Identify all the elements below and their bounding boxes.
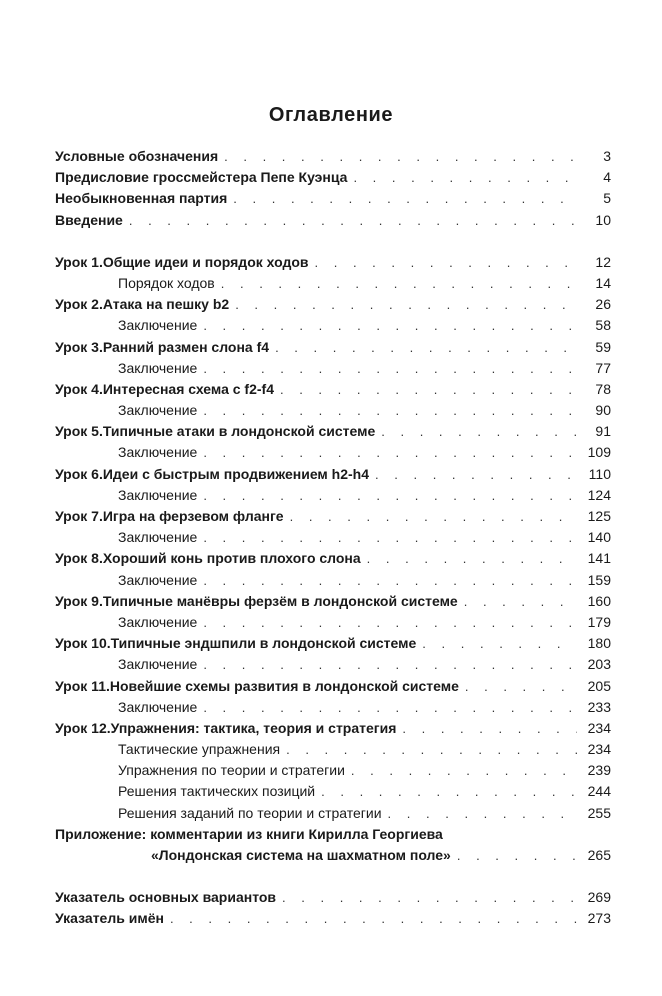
dot-leader [170, 908, 577, 929]
toc-page-number: 78 [595, 380, 611, 397]
toc-subentry[interactable] [55, 442, 611, 463]
toc-subentry[interactable] [55, 739, 611, 760]
toc-page-number: 4 [603, 169, 611, 186]
toc-lesson-1[interactable] [55, 252, 611, 273]
subentry-title: Заключение [118, 571, 198, 588]
toc-lesson-11[interactable] [55, 676, 611, 697]
dot-leader [280, 379, 577, 400]
dot-leader [224, 146, 577, 167]
toc-subentry[interactable] [55, 697, 611, 718]
dot-leader [203, 442, 577, 463]
toc-entry-front-4[interactable] [55, 210, 611, 231]
lesson-label: Урок 5. [55, 423, 103, 440]
dot-leader [290, 506, 577, 527]
lesson-title: Идеи с быстрым продвижением h2-h4 [102, 465, 370, 482]
lesson-label: Урок 6. [55, 465, 103, 482]
toc-page-number: 14 [595, 274, 611, 291]
toc-page-number: 244 [587, 783, 611, 800]
toc-page-number: 141 [587, 550, 611, 567]
lesson-title: Типичные атаки в лондонской системе [102, 423, 376, 440]
toc-subentry[interactable] [55, 570, 611, 591]
toc-entry-front-3[interactable] [55, 188, 611, 209]
toc-page-number: 203 [587, 656, 611, 673]
toc-subentry[interactable] [55, 485, 611, 506]
dot-leader [353, 167, 577, 188]
toc-subentry[interactable] [55, 803, 611, 824]
toc-subentry[interactable] [55, 527, 611, 548]
toc-page-number: 255 [587, 804, 611, 821]
dot-leader [402, 718, 577, 739]
lesson-title: Типичные эндшпили в лондонской системе [110, 635, 417, 652]
lesson-label: Урок 1. [55, 253, 103, 270]
dot-leader [203, 527, 577, 548]
dot-leader [286, 739, 577, 760]
toc-index-variations[interactable] [55, 887, 611, 908]
dot-leader [457, 845, 577, 866]
toc-page-number: 26 [595, 296, 611, 313]
subentry-title: Заключение [118, 359, 198, 376]
toc-subentry[interactable] [55, 315, 611, 336]
toc-page-number: 109 [587, 444, 611, 461]
lesson-title: Новейшие схемы развития в лондонской системе [109, 677, 459, 694]
toc-entry-front-1[interactable] [55, 146, 611, 167]
dot-leader [388, 803, 577, 824]
toc-subentry[interactable] [55, 358, 611, 379]
toc-lesson-12[interactable] [55, 718, 611, 739]
lesson-title: Упражнения: тактика, теория и стратегия [110, 719, 397, 736]
dot-leader [282, 887, 577, 908]
toc-appendix-cont[interactable] [55, 845, 611, 866]
toc-lesson-6[interactable] [55, 464, 611, 485]
lesson-title: Общие идеи и порядок ходов [102, 253, 309, 270]
page-title: Оглавление [268, 104, 394, 126]
dot-leader [203, 315, 577, 336]
toc-page-number: 10 [595, 211, 611, 228]
appendix-title-line2: «Лондонская система на шахматном поле» [151, 847, 451, 863]
subentry-title: Упражнения по теории и стратегии [118, 762, 345, 779]
dot-leader [203, 400, 577, 421]
lesson-label: Урок 12. [55, 719, 111, 736]
dot-leader [381, 421, 577, 442]
toc-page-number: 77 [595, 359, 611, 376]
lesson-label: Урок 10. [55, 635, 111, 652]
dot-leader [367, 548, 577, 569]
toc-page-number: 5 [603, 190, 611, 207]
lesson-title: Хороший конь против плохого слона [102, 550, 361, 567]
toc-page-number: 91 [595, 423, 611, 440]
lesson-label: Урок 11. [55, 677, 110, 694]
subentry-title: Заключение [118, 613, 198, 630]
dot-leader [275, 337, 577, 358]
toc-page-number: 269 [587, 889, 611, 906]
toc-entry-title: Указатель основных вариантов [55, 889, 277, 906]
toc-page-number: 239 [587, 762, 611, 779]
toc-page-number: 12 [595, 253, 611, 270]
dot-leader [233, 188, 577, 209]
toc-page-number: 234 [587, 719, 611, 736]
toc-lesson-5[interactable] [55, 421, 611, 442]
dot-leader [465, 676, 577, 697]
toc-page-number: 180 [587, 635, 611, 652]
toc-lesson-2[interactable] [55, 294, 611, 315]
subentry-title: Заключение [118, 529, 198, 546]
toc-page-number: 58 [595, 317, 611, 334]
dot-leader [203, 570, 577, 591]
toc-page-number: 110 [588, 465, 611, 482]
subentry-title: Порядок ходов [118, 274, 215, 291]
subentry-title: Заключение [118, 317, 198, 334]
toc-lesson-7[interactable] [55, 506, 611, 527]
appendix-title-line1: Приложение: комментарии из книги Кирилла Георгиева [55, 825, 443, 842]
dot-leader [203, 697, 577, 718]
toc-page-number: 90 [595, 402, 611, 419]
toc-subentry[interactable] [55, 612, 611, 633]
toc-entry-front-2[interactable] [55, 167, 611, 188]
subentry-title: Решения заданий по теории и стратегии [118, 804, 382, 821]
toc-entry-title: Условные обозначения [55, 148, 219, 164]
lesson-title: Ранний размен слона f4 [102, 338, 270, 355]
dot-leader [464, 591, 577, 612]
toc-page-number: 234 [587, 741, 611, 758]
subentry-title: Заключение [118, 656, 198, 673]
dot-leader [422, 633, 577, 654]
toc-page-number: 124 [587, 486, 611, 503]
toc-lesson-8[interactable] [55, 548, 611, 569]
toc-entry-title: Введение [55, 211, 123, 228]
toc-page-number: 125 [587, 508, 611, 524]
lesson-label: Урок 4. [55, 380, 103, 397]
toc-page-number: 205 [587, 677, 611, 694]
toc-entry-title: Указатель имён [55, 910, 164, 927]
dot-leader [351, 760, 577, 781]
dot-leader [321, 781, 577, 802]
toc-lesson-4[interactable] [55, 379, 611, 400]
lesson-label: Урок 7. [55, 508, 103, 524]
toc-entry-title: Необыкновенная партия [55, 190, 228, 207]
toc-page-number: 159 [587, 571, 611, 588]
dot-leader [203, 485, 577, 506]
toc-lesson-10[interactable] [55, 633, 611, 654]
toc-subentry[interactable] [55, 654, 611, 675]
toc-subentry[interactable] [55, 273, 611, 294]
toc-index-names[interactable] [55, 908, 611, 929]
dot-leader [375, 464, 577, 485]
toc-lesson-3[interactable] [55, 337, 611, 358]
toc-subentry[interactable] [55, 760, 611, 781]
lesson-label: Урок 2. [55, 296, 103, 313]
toc-page-number: 179 [587, 613, 611, 630]
toc-page-number: 3 [603, 148, 611, 164]
dot-leader [315, 252, 578, 273]
subentry-title: Заключение [118, 698, 198, 715]
lesson-label: Урок 3. [55, 338, 103, 355]
toc-entry-title: Предисловие гроссмейстера Пепе Куэнца [55, 169, 348, 186]
dot-leader [203, 358, 577, 379]
toc-appendix[interactable] [55, 824, 611, 845]
subentry-title: Решения тактических позиций [118, 783, 316, 800]
toc-page-number: 59 [595, 338, 611, 355]
lesson-title: Атака на пешку b2 [102, 296, 230, 313]
subentry-title: Тактические упражнения [118, 741, 281, 758]
toc-page-number: 265 [587, 847, 611, 863]
toc-lesson-9[interactable] [55, 591, 611, 612]
table-of-contents [55, 146, 611, 930]
dot-leader [221, 273, 577, 294]
lesson-label: Урок 8. [55, 550, 103, 567]
lesson-label: Урок 9. [55, 592, 103, 609]
dot-leader [203, 654, 577, 675]
toc-subentry[interactable] [55, 400, 611, 421]
subentry-title: Заключение [118, 402, 198, 419]
toc-subentry[interactable] [55, 781, 611, 802]
lesson-title: Интересная схема с f2-f4 [102, 380, 274, 397]
toc-page-number: 140 [587, 529, 611, 546]
subentry-title: Заключение [118, 486, 198, 503]
subentry-title: Заключение [118, 444, 198, 461]
toc-page-number: 160 [587, 592, 611, 609]
dot-leader [235, 294, 577, 315]
toc-page-number: 233 [587, 698, 611, 715]
dot-leader [129, 210, 577, 231]
dot-leader [203, 612, 577, 633]
lesson-title: Игра на ферзевом фланге [102, 508, 284, 524]
toc-page-number: 273 [587, 910, 611, 927]
lesson-title: Типичные манёвры ферзём в лондонской системе [102, 592, 458, 609]
